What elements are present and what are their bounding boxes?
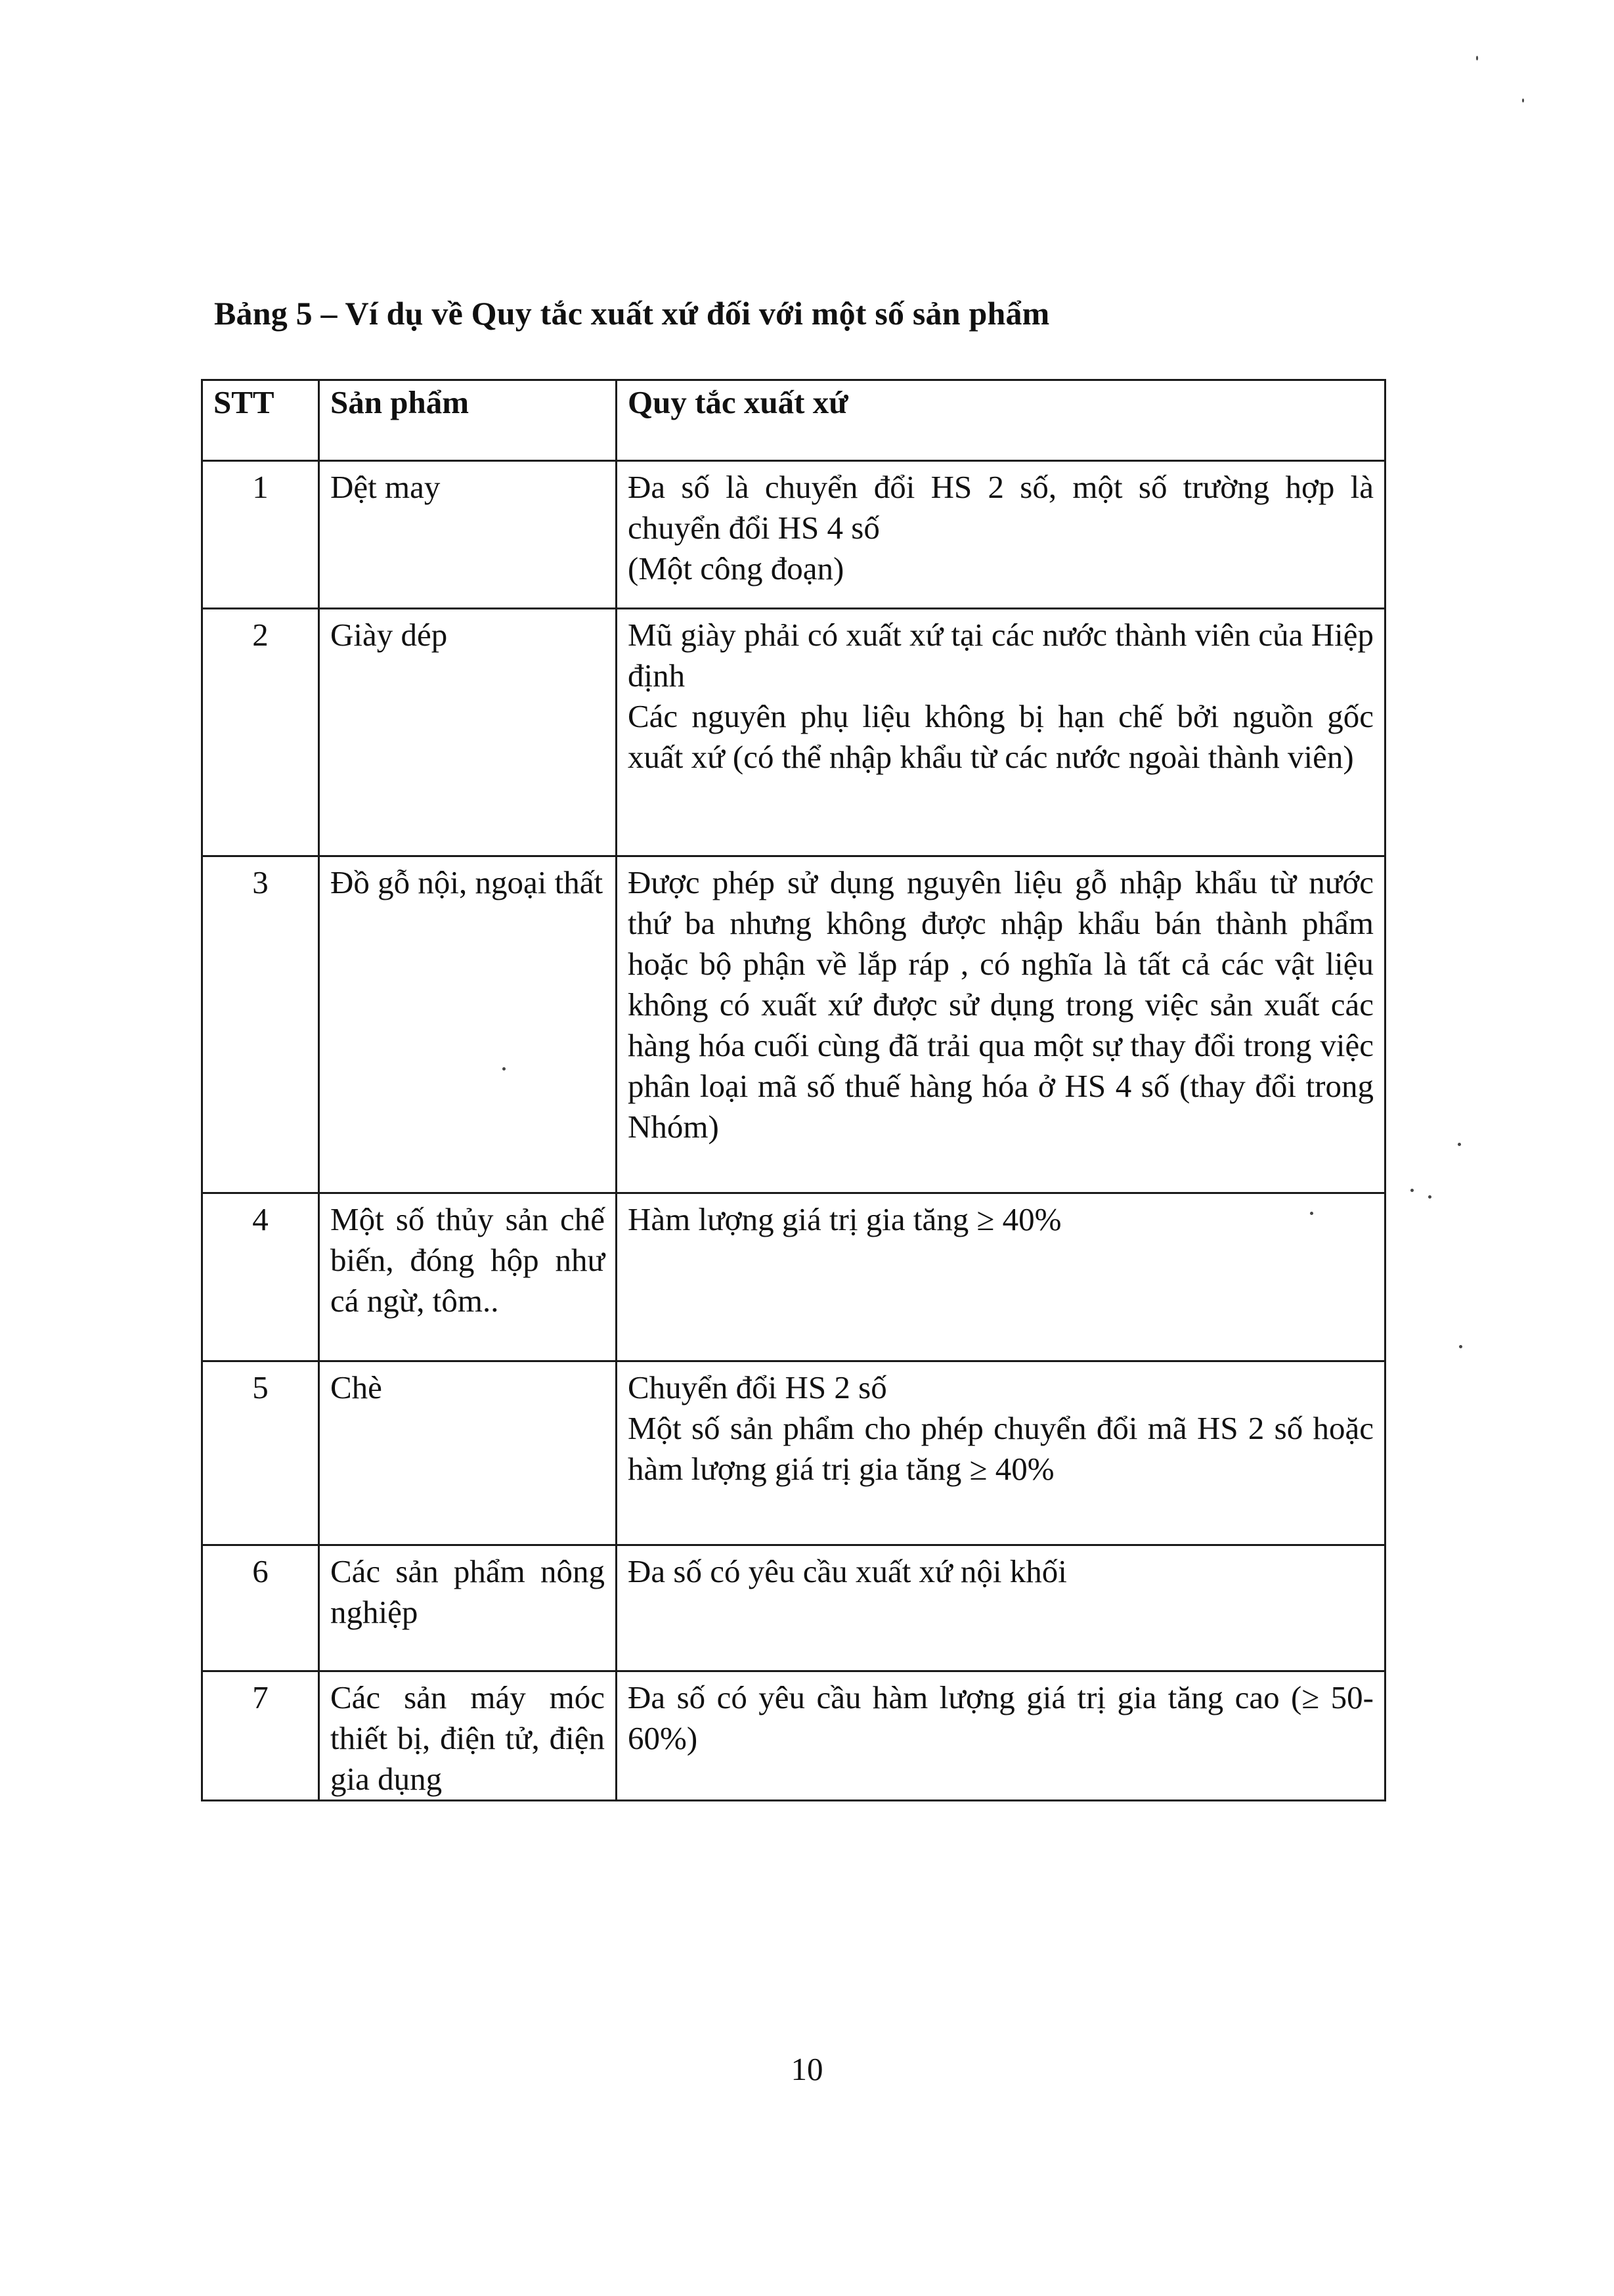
row-rule xyxy=(617,856,1385,1193)
rule-line: Các nguyên phụ liệu không bị hạn chế bởi nguồn gốc xuất xứ (có thể nhập khẩu từ các nước ngoài thành viên) xyxy=(628,698,1374,775)
rule-line: Một số sản phẩm cho phép chuyển đổi mã HS 2 số hoặc hàm lượng giá trị gia tăng ≥ 40% xyxy=(628,1410,1374,1487)
table-header-row xyxy=(202,380,1385,461)
row-stt: 1 xyxy=(202,461,319,609)
row-rule xyxy=(617,1545,1385,1671)
header-product: Sản phẩm xyxy=(319,380,617,461)
rule-line: Đa số là chuyển đổi HS 2 số, một số trường hợp là chuyển đổi HS 4 số xyxy=(628,469,1374,546)
table-row xyxy=(202,856,1385,1193)
row-product: Các sản máy móc thiết bị, điện tử, điện gia dụng xyxy=(319,1671,617,1801)
rule-line: Đa số có yêu cầu xuất xứ nội khối xyxy=(628,1553,1067,1589)
table-row xyxy=(202,1361,1385,1545)
row-rule xyxy=(617,1361,1385,1545)
row-stt: 7 xyxy=(202,1671,319,1801)
rule-line: Chuyển đổi HS 2 số xyxy=(628,1369,887,1405)
row-product: Chè xyxy=(319,1361,617,1545)
table-row xyxy=(202,1193,1385,1361)
row-product: Các sản phẩm nông nghiệp xyxy=(319,1545,617,1671)
row-rule xyxy=(617,1193,1385,1361)
table-row xyxy=(202,1671,1385,1801)
header-rule: Quy tắc xuất xứ xyxy=(617,380,1385,461)
row-rule xyxy=(617,609,1385,856)
scan-speck xyxy=(502,1067,506,1071)
row-product: Dệt may xyxy=(319,461,617,609)
row-stt: 3 xyxy=(202,856,319,1193)
page-number: 10 xyxy=(791,2051,823,2087)
scan-speck xyxy=(1458,1143,1461,1146)
header-stt: STT xyxy=(202,380,319,461)
rule-line: Được phép sử dụng nguyên liệu gỗ nhập khẩu từ nước thứ ba nhưng không được nhập khẩu bán thành phẩm hoặc bộ phận về lắp ráp , có nghĩa là tất cả các vật liệu không có xuất xứ được sử dụng trong việc sản xuất các hàng hóa cuối cùng đã trải qua một sự thay đổi trong việc phân loại mã số thuế hàng hóa ở HS 4 số (thay đổi trong Nhóm) xyxy=(628,864,1374,1145)
row-product: Một số thủy sản chế biến, đóng hộp như cá ngừ, tôm.. xyxy=(319,1193,617,1361)
rule-line: Mũ giày phải có xuất xứ tại các nước thành viên của Hiệp định xyxy=(628,617,1374,694)
scan-speck xyxy=(1310,1212,1313,1215)
row-stt: 2 xyxy=(202,609,319,856)
table-caption: Bảng 5 – Ví dụ về Quy tắc xuất xứ đối với một số sản phẩm xyxy=(214,295,1050,332)
scan-speck xyxy=(1476,56,1478,60)
rule-line: Hàm lượng giá trị gia tăng ≥ 40% xyxy=(628,1201,1062,1237)
row-rule xyxy=(617,461,1385,609)
scan-speck xyxy=(1459,1345,1462,1348)
rule-line: (Một công đoạn) xyxy=(628,550,844,586)
row-stt: 4 xyxy=(202,1193,319,1361)
rule-line: Đa số có yêu cầu hàm lượng giá trị gia tăng cao (≥ 50-60%) xyxy=(628,1679,1374,1756)
row-product: Giày dép xyxy=(319,609,617,856)
table-row xyxy=(202,1545,1385,1671)
row-rule xyxy=(617,1671,1385,1801)
rules-of-origin-table xyxy=(201,379,1386,1801)
row-stt: 5 xyxy=(202,1361,319,1545)
scan-speck xyxy=(1522,99,1524,102)
table-row xyxy=(202,461,1385,609)
table-row xyxy=(202,609,1385,856)
row-stt: 6 xyxy=(202,1545,319,1671)
row-product: Đồ gỗ nội, ngoại thất xyxy=(319,856,617,1193)
scan-speck xyxy=(1410,1189,1414,1192)
scan-speck xyxy=(1428,1195,1431,1199)
